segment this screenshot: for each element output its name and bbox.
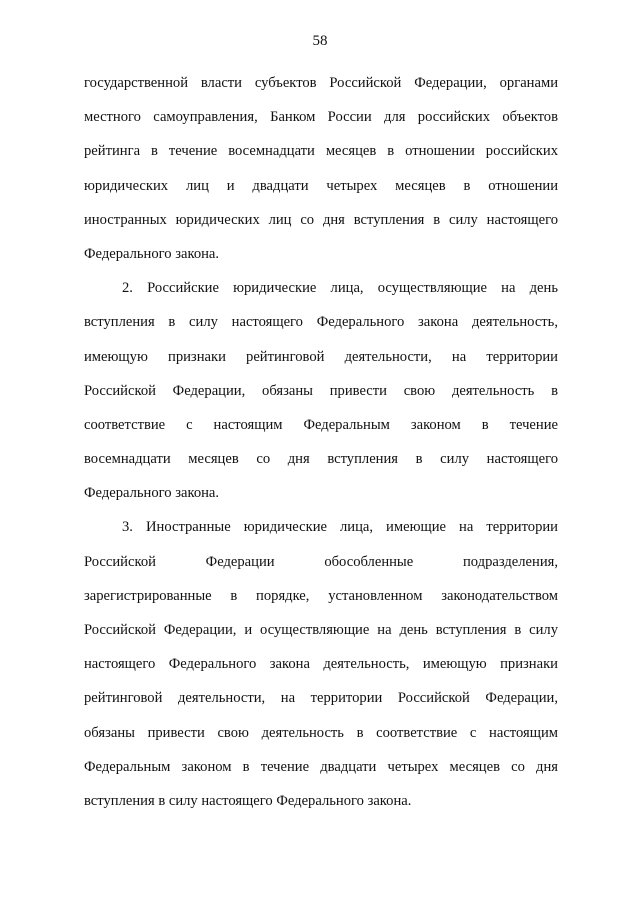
text-line: настоящего Федерального закона деятельность, имеющую признаки [84, 656, 558, 673]
text-line: 3. Иностранные юридические лица, имеющие на территории [122, 519, 558, 536]
text-line: обязаны привести свою деятельность в соответствие с настоящим [84, 724, 558, 741]
text-line: вступления в силу настоящего Федерального закона деятельность, [84, 314, 558, 331]
text-line: местного самоуправления, Банком России для российских объектов [84, 109, 558, 126]
text-line: 2. Российские юридические лица, осуществляющие на день [122, 280, 558, 297]
text-line: Федеральным законом в течение двадцати четырех месяцев со дня [84, 758, 558, 775]
text-line: имеющую признаки рейтинговой деятельности, на территории [84, 348, 558, 365]
text-line: Федерального закона. [84, 245, 220, 262]
text-line: государственной власти субъектов Российской Федерации, органами [84, 75, 558, 91]
text-line: соответствие с настоящим Федеральным законом в течение [84, 416, 558, 433]
text-line: Российской Федерации обособленные подразделения, [84, 553, 558, 570]
text-line: зарегистрированные в порядке, установленном законодательством [84, 587, 558, 604]
document-body [84, 66, 558, 818]
text-line: Российской Федерации, и осуществляющие на день вступления в силу [84, 622, 558, 638]
text-line: Российской Федерации, обязаны привести свою деятельность в [84, 382, 558, 399]
text-line: вступления в силу настоящего Федерального закона. [84, 792, 412, 809]
text-line: рейтинга в течение восемнадцати месяцев в отношении российских [84, 143, 558, 160]
page-number: 58 [312, 33, 328, 49]
paragraph [84, 66, 558, 271]
paragraph [84, 510, 558, 818]
text-line: рейтинговой деятельности, на территории Российской Федерации, [84, 690, 558, 707]
text-line: восемнадцати месяцев со дня вступления в силу настоящего [84, 451, 558, 468]
paragraph [84, 271, 558, 510]
text-line: юридических лиц и двадцати четырех месяцев в отношении [84, 177, 558, 194]
text-line: иностранных юридических лиц со дня вступления в силу настоящего [84, 211, 558, 228]
text-line: Федерального закона. [84, 485, 220, 502]
